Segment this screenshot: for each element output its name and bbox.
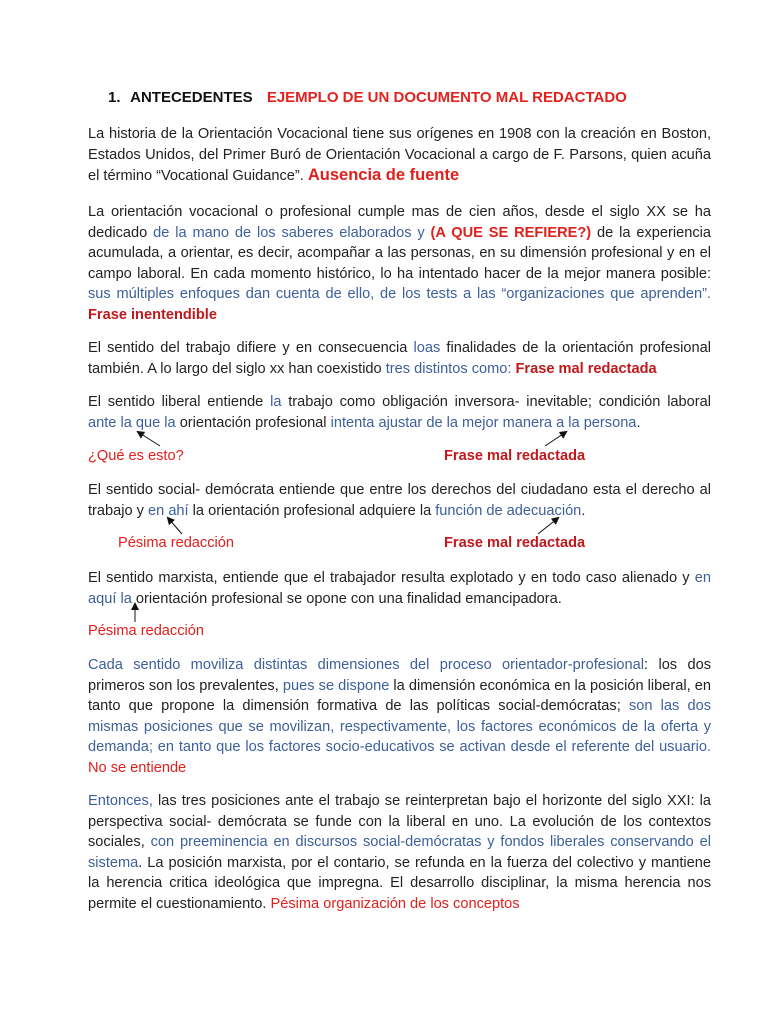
section-heading	[108, 88, 627, 108]
paragraph-8	[88, 791, 711, 914]
p3-highlight-2: tres distintos como:	[385, 360, 512, 377]
p8-highlight-2: con preeminencia en discursos social-demócratas y fondos liberales conservando el sistema	[88, 834, 711, 871]
p8-text-1: las tres posiciones ante el trabajo se reinterpretan bajo el horizonte del siglo XXI: la perspectiva social- demócrata se funde con la liberal en uno. La evolución de los contextos sociales,	[88, 793, 711, 850]
p2-highlight-2: sus múltiples enfoques dan cuenta de ello, de los tests a las “organizaciones que aprenden”.	[88, 286, 711, 302]
p4-highlight-1: la	[270, 394, 282, 410]
p8-highlight-1: Entonces,	[88, 793, 153, 809]
p3-note: Frase mal redactada	[515, 360, 657, 377]
paragraph-5	[88, 480, 711, 521]
paragraph-6	[88, 568, 711, 609]
p1-text: La historia de la Orientación Vocacional tiene sus orígenes en 1908 con la creación en Boston, Estados Unidos, del Primer Buró de Orientación Vocacional a cargo de F. Parsons, quien acuña el término “Vocational Guidance”.	[88, 126, 711, 184]
p2-callout: (A QUE SE REFIERE?)	[430, 224, 592, 241]
p2-highlight-1: de la mano de los saberes elaborados y	[153, 224, 425, 241]
section-title: ANTECEDENTES	[130, 89, 253, 106]
paragraph-7	[88, 655, 711, 778]
p4-highlight-3: intenta ajustar de la mejor manera a la persona	[330, 414, 637, 431]
p4-text-3: orientación profesional	[175, 414, 331, 431]
p6-text-1: El sentido marxista, entiende que el trabajador resulta explotado y en todo caso alienado y	[88, 570, 695, 586]
paragraph-3	[88, 338, 711, 379]
p6-highlight-1: en aquí la	[88, 570, 711, 607]
note-frase-mal-redactada-2: Frase mal redactada	[444, 535, 586, 551]
p3-highlight-1: loas	[413, 340, 441, 356]
section-red-title: EJEMPLO DE UN DOCUMENTO MAL REDACTADO	[266, 89, 627, 106]
p4-highlight-2: ante la que la	[88, 414, 176, 431]
p7-text-2: la dimensión económica en la posición liberal, en tanto que propone la dimensión formativa de las políticas social-demócratas;	[88, 677, 712, 714]
p3-text-1: El sentido del trabajo difiere y en consecuencia	[88, 340, 414, 356]
paragraph-1	[88, 124, 711, 187]
p5-highlight-2: función de adecuación	[435, 502, 582, 519]
p7-note: No se entiende	[88, 759, 187, 776]
p2-note: Frase inentendible	[88, 306, 217, 323]
paragraph-4	[88, 392, 711, 433]
p2-text-1: La orientación vocacional o profesional cumple mas de cien años, desde el siglo XX se ha dedicado	[88, 204, 711, 241]
p4-text-1: El sentido liberal entiende	[88, 394, 271, 410]
note-frase-mal-redactada-1: Frase mal redactada	[444, 448, 586, 464]
p4-text-2: trabajo como obligación inversora- inevitable; condición laboral	[281, 394, 712, 410]
p1-note: Ausencia de fuente	[307, 166, 460, 184]
p5-text-1: El sentido social- demócrata entiende que entre los derechos del ciudadano esta el derecho al trabajo y	[88, 482, 711, 519]
note-pesima-redaccion-2: Pésima redacción	[88, 623, 204, 639]
note-pesima-redaccion-1: Pésima redacción	[118, 535, 234, 551]
arrow-que-es-esto	[138, 432, 160, 446]
p5-highlight-1: en ahí	[148, 502, 189, 519]
section-number: 1.	[108, 89, 121, 106]
p6-text-2: orientación profesional se opone con una finalidad emancipadora.	[131, 590, 562, 607]
p7-highlight-1: Cada sentido moviliza distintas dimensiones del proceso orientador-profesional	[88, 657, 645, 673]
p3-text-2: finalidades de la orientación profesional también. A lo largo del siglo xx han coexistido	[88, 340, 711, 377]
arrow-frase-mal-redactada-1	[545, 432, 566, 446]
p5-text-2: la orientación profesional adquiere la	[188, 502, 436, 519]
p8-note: Pésima organización de los conceptos	[270, 895, 520, 912]
p7-text-1: : los dos primeros son los prevalentes,	[88, 657, 711, 694]
note-que-es-esto: ¿Qué es esto?	[88, 448, 184, 464]
p4-text-4: .	[636, 414, 641, 431]
p2-text-3: de la experiencia acumulada, a orientar, es decir, acompañar a las personas, en su dimensión profesional y en el campo laboral. En cada momento histórico, lo ha intentado hacer de la mejor manera posible:	[88, 224, 712, 282]
p7-highlight-3: son las dos mismas posiciones que se movilizan, respectivamente, los factores económicos de la oferta y demanda; en tanto que los factores socio-educativos se activan desde el referente del usuario.	[88, 698, 712, 755]
p8-text-2: . La posición marxista, por el contario, se refunda en la fuerza del colectivo y mantiene la herencia critica ideológica que impregna. El desarrollo disciplinar, la misma herencia nos permite el cuestionamiento.	[88, 854, 711, 912]
p5-text-3: .	[581, 502, 586, 519]
p7-highlight-2: pues se dispone	[282, 677, 390, 694]
paragraph-2	[88, 202, 711, 325]
